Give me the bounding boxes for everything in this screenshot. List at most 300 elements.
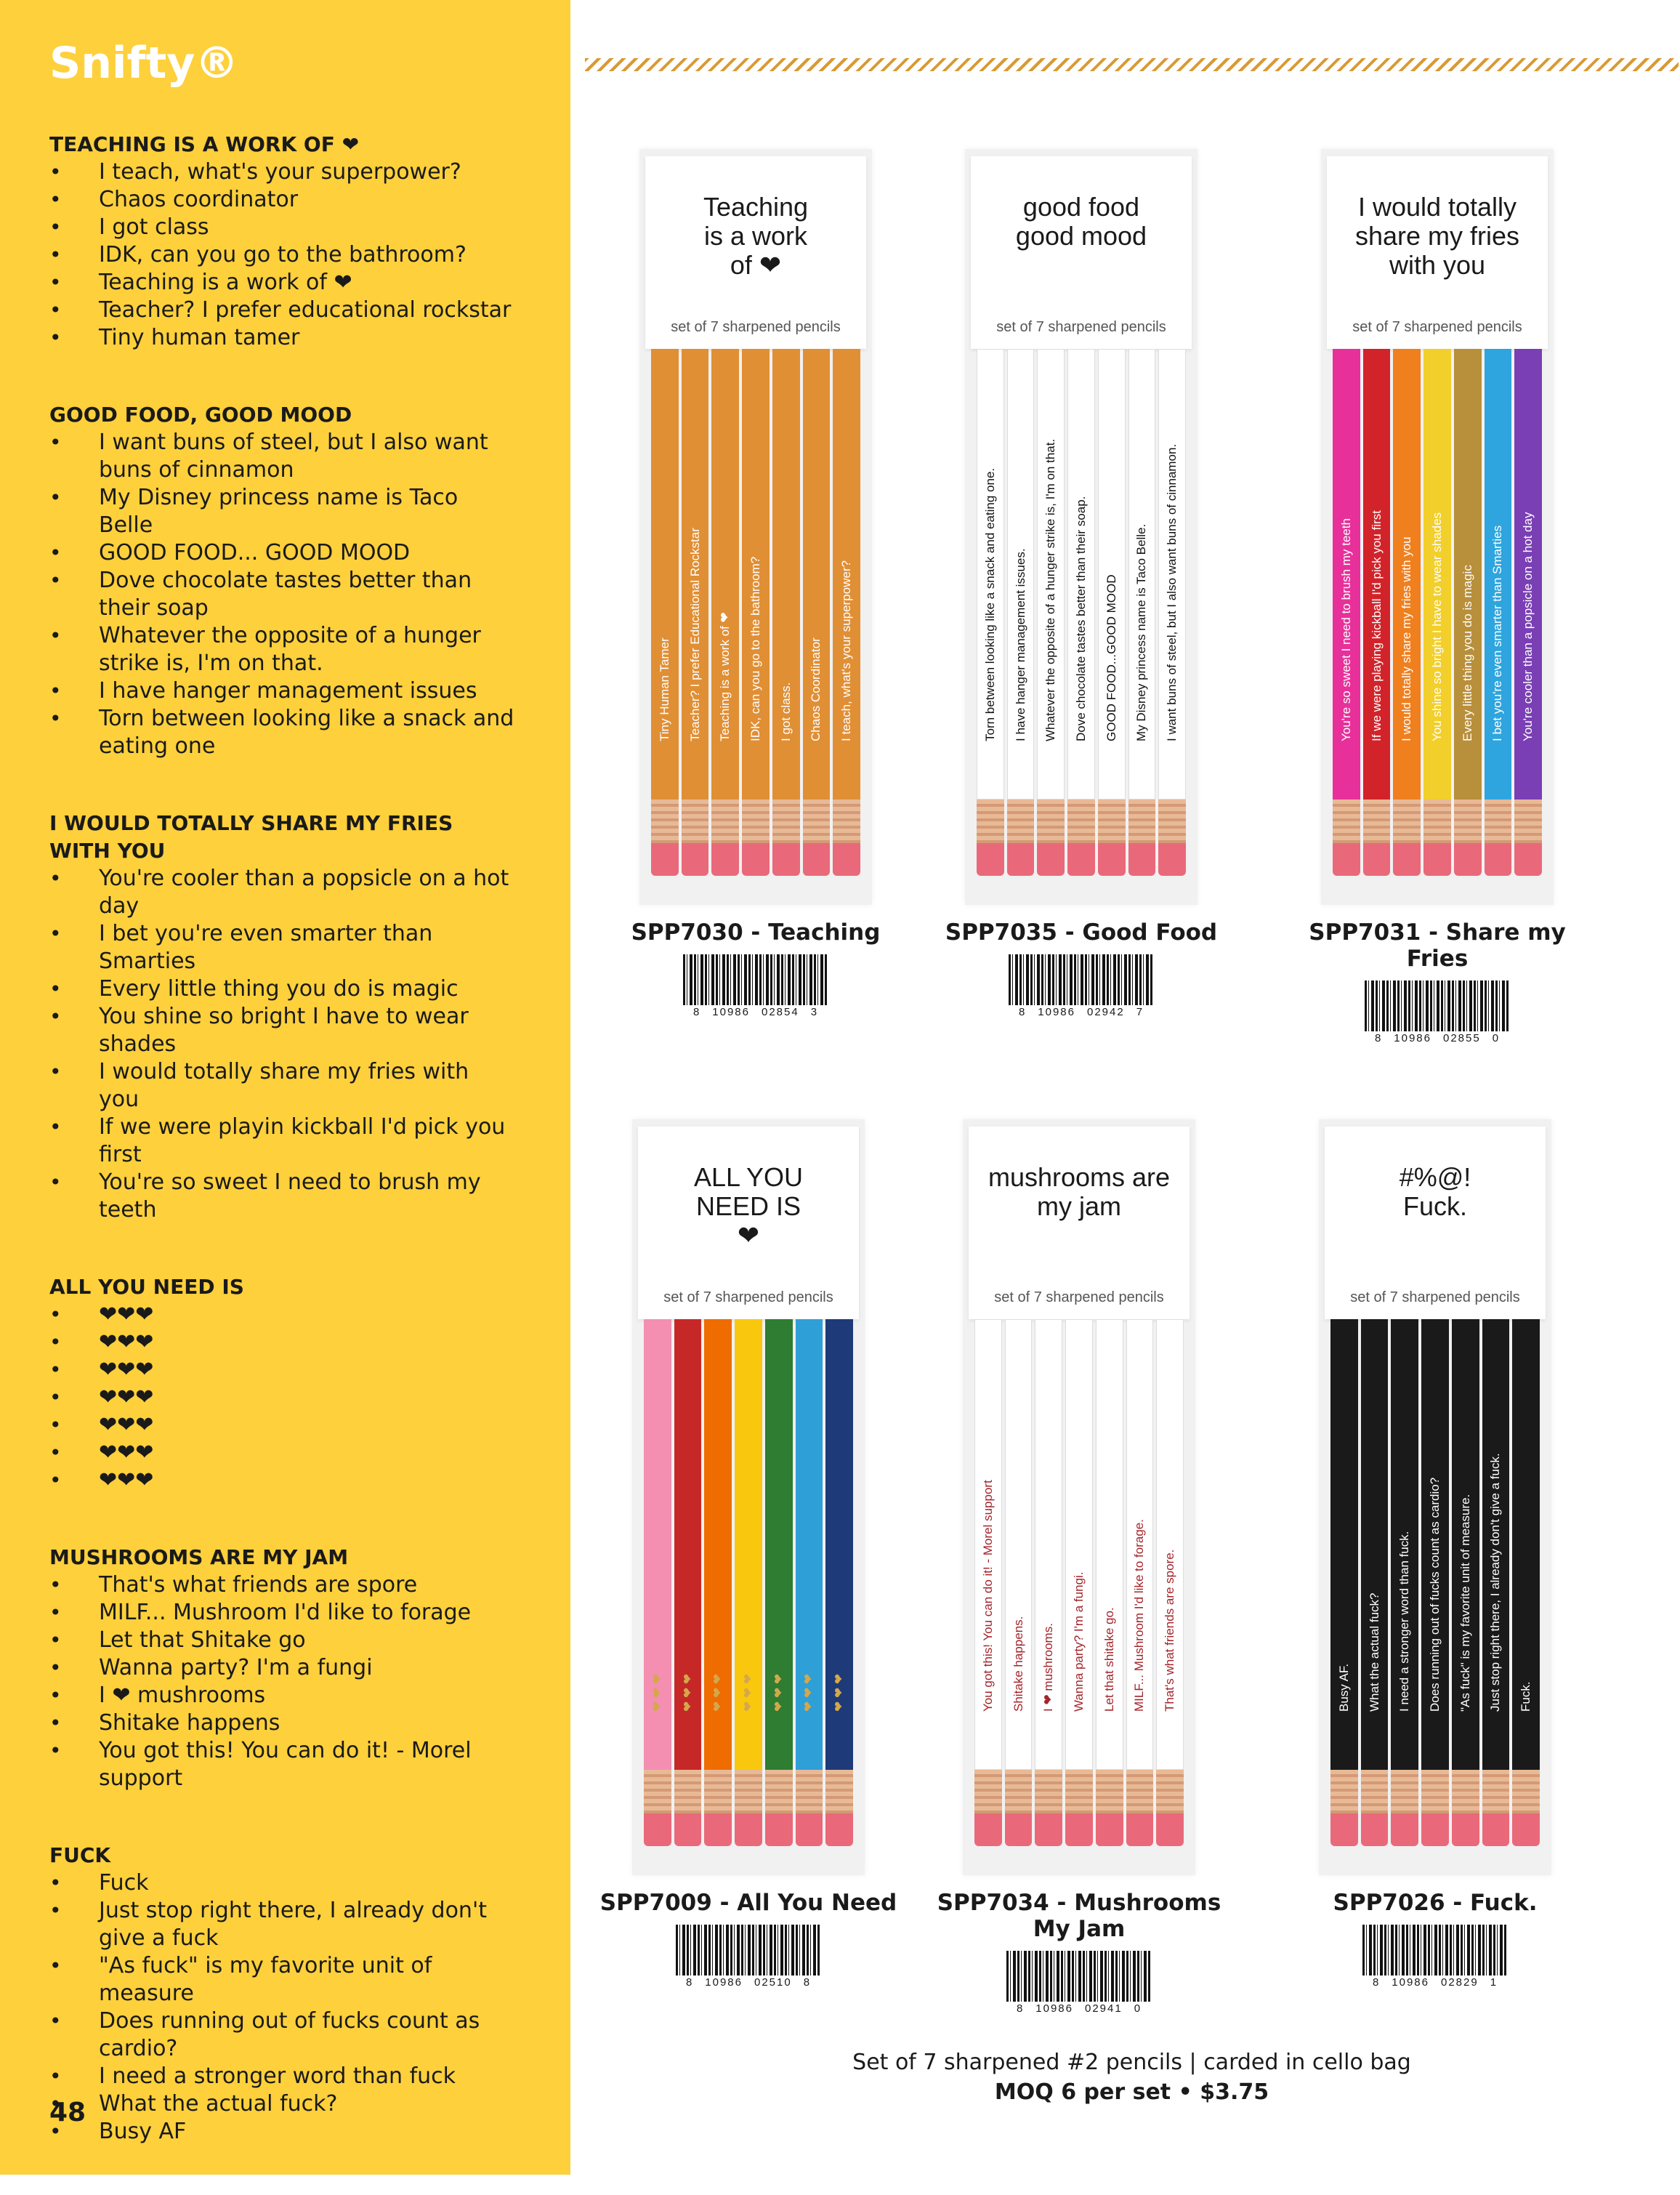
pencil-body	[1096, 1319, 1123, 1770]
pencil-phrase: ❤ ❤ ❤	[771, 1673, 786, 1712]
pencil	[644, 1319, 671, 1853]
header-card	[638, 1127, 859, 1319]
pencil-body	[1363, 349, 1391, 800]
barcode-digit-group: 10986	[1394, 1032, 1431, 1044]
barcode-digit-group: 02510	[754, 1976, 792, 1989]
barcode-digit-group: 02829	[1441, 1976, 1479, 1989]
barcode-digit-group: 0	[1492, 1032, 1501, 1044]
pencil-ferrule	[1007, 800, 1035, 843]
pencil-body	[1423, 349, 1451, 800]
pencil-row	[650, 349, 862, 883]
pencil-phrase: I teach, what's your superpower?	[839, 560, 854, 741]
pencil-eraser	[1096, 1813, 1123, 1846]
phrase-item: • I bet you're even smarter than Smarties	[49, 920, 514, 975]
pencil-body	[1421, 1319, 1449, 1770]
hatch-divider	[585, 58, 1679, 71]
phrase-item: • Let that Shitake go	[49, 1627, 514, 1654]
brand-logo: Snifty®	[49, 38, 239, 89]
pencil-eraser	[1391, 1813, 1418, 1846]
section	[49, 131, 514, 352]
phrase-sections	[49, 131, 514, 2195]
phrase-list	[49, 865, 514, 1224]
pencil-ferrule	[742, 800, 770, 843]
card-subtitle: set of 7 sharpened pencils	[996, 319, 1166, 335]
pencil-phrase: I have hanger management issues.	[1013, 548, 1027, 741]
phrase-item: • I want buns of steel, but I also want buns of cinnamon	[49, 429, 514, 484]
phrase-item: • What the actual fuck?	[49, 2090, 514, 2118]
pencil-ferrule	[1333, 800, 1360, 843]
footer	[585, 2050, 1679, 2105]
pencil	[825, 1319, 853, 1853]
pencil-body	[735, 1319, 762, 1770]
pencil-body	[1391, 1319, 1418, 1770]
phrase-list	[49, 429, 514, 760]
pencil-phrase: Dove chocolate tastes better than their soap.	[1074, 496, 1089, 741]
phrase-item: • If we were playin kickball I'd pick you first	[49, 1113, 514, 1169]
pencil-body	[765, 1319, 793, 1770]
phrase-item: • I teach, what's your superpower?	[49, 158, 514, 186]
pencil-eraser	[1126, 1813, 1154, 1846]
pencil	[1096, 1319, 1123, 1853]
section	[49, 1842, 514, 2146]
pencil	[1156, 1319, 1184, 1853]
product-title: SPP7035 - Good Food	[945, 919, 1218, 946]
barcode-bars	[1362, 1925, 1508, 1976]
pencil-eraser	[1485, 843, 1512, 876]
pencil-eraser	[704, 1813, 732, 1846]
phrase-item: • I would totally share my fries with you	[49, 1058, 514, 1113]
pencil	[1514, 349, 1542, 883]
section-title: ALL YOU NEED IS	[49, 1275, 244, 1299]
pencil-ferrule	[644, 1770, 671, 1813]
pencil-body	[1454, 349, 1482, 800]
pencil-phrase: ❤ ❤ ❤	[801, 1673, 816, 1712]
pencil-ferrule	[674, 1770, 702, 1813]
phrase-item: • Chaos coordinator	[49, 186, 514, 214]
pencil	[735, 1319, 762, 1853]
pencil	[1393, 349, 1421, 883]
product-title: SPP7009 - All You Need	[599, 1890, 897, 1916]
phrase-item: • Wanna party? I'm a fungi	[49, 1654, 514, 1682]
pencil-body	[833, 349, 860, 800]
pencil-pack-image	[632, 1119, 865, 1875]
pencil-eraser	[796, 1813, 823, 1846]
barcode-bars	[1006, 1951, 1152, 2002]
header-card	[969, 1127, 1190, 1319]
pencil-ferrule	[977, 800, 1004, 843]
pencil-phrase: Teaching is a work of ❤	[718, 612, 732, 741]
pencil-ferrule	[1128, 800, 1156, 843]
card-headline: I would totally share my fries with you	[1354, 192, 1520, 280]
pencil-eraser	[674, 1813, 702, 1846]
pencil-phrase: MILF... Mushroom I'd like to forage.	[1132, 1519, 1147, 1712]
pencil-body	[1065, 1319, 1093, 1770]
barcode-number	[596, 1006, 916, 1018]
header-card	[645, 156, 866, 349]
pencil-eraser	[1393, 843, 1421, 876]
pencil-body	[1485, 349, 1512, 800]
pencil-phrase: ❤ ❤ ❤	[711, 1673, 725, 1712]
product-title: SPP7034 - Mushrooms My Jam	[937, 1890, 1221, 1942]
pencil-eraser	[977, 843, 1004, 876]
pencil-eraser	[742, 843, 770, 876]
pencil-ferrule	[772, 800, 800, 843]
card-headline: good food good mood	[1015, 192, 1147, 251]
pencil-ferrule	[1098, 800, 1126, 843]
pencil	[1128, 349, 1156, 883]
pencil-row	[975, 349, 1187, 883]
pencil-body	[1514, 349, 1542, 800]
barcode-digit-group: 0	[1134, 2002, 1142, 2015]
section-title: I WOULD TOTALLY SHARE MY FRIES WITH YOU	[49, 811, 453, 863]
pencil-phrase: Tiny Human Tamer	[657, 637, 671, 741]
phrase-item: • Torn between looking like a snack and eating one	[49, 705, 514, 760]
pencil-eraser	[765, 1813, 793, 1846]
pencil	[1330, 1319, 1358, 1853]
phrase-item: • Teacher? I prefer educational rockstar	[49, 297, 514, 324]
pencil-body	[704, 1319, 732, 1770]
section-title: MUSHROOMS ARE MY JAM	[49, 1545, 349, 1569]
phrase-list	[49, 1571, 514, 1792]
pencil-ferrule	[1423, 800, 1451, 843]
pencil	[1421, 1319, 1449, 1853]
phrase-item: • Shitake happens	[49, 1709, 514, 1737]
card-subtitle: set of 7 sharpened pencils	[1352, 319, 1522, 335]
phrase-item: • That's what friends are spore	[49, 1571, 514, 1599]
pencil	[1391, 1319, 1418, 1853]
pencil-phrase: You're so sweet I need to brush my teeth	[1338, 518, 1353, 741]
barcode-digit-group: 02942	[1087, 1006, 1125, 1018]
pencil-eraser	[833, 843, 860, 876]
barcode-digit-group: 8	[1016, 2002, 1025, 2015]
pencil-ferrule	[1452, 1770, 1479, 1813]
pencil	[1452, 1319, 1479, 1853]
barcode-digit-group: 10986	[712, 1006, 750, 1018]
pencil-eraser	[644, 1813, 671, 1846]
pencil-eraser	[1361, 1813, 1389, 1846]
section-title: TEACHING IS A WORK OF ❤	[49, 132, 360, 156]
pencil-phrase: Shitake happens.	[1011, 1616, 1025, 1712]
pencil-eraser	[1005, 1813, 1033, 1846]
barcode-bars	[676, 1925, 821, 1976]
pencil-phrase: Does running out of fucks count as cardio?	[1428, 1477, 1442, 1712]
pencil-eraser	[1454, 843, 1482, 876]
pencil-eraser	[1098, 843, 1126, 876]
pencil-ferrule	[1363, 800, 1391, 843]
pencil-phrase: Busy AF.	[1336, 1663, 1351, 1712]
barcode-number	[589, 1976, 908, 1989]
pencil	[1005, 1319, 1033, 1853]
card-subtitle: set of 7 sharpened pencils	[994, 1289, 1164, 1305]
pencil-eraser	[1067, 843, 1095, 876]
pencil-eraser	[711, 843, 739, 876]
pencil-ferrule	[1512, 1770, 1540, 1813]
pencil-body	[1007, 349, 1035, 800]
pencil-phrase: Fuck.	[1519, 1681, 1533, 1712]
pencil-eraser	[1007, 843, 1035, 876]
pencil-pack-image	[1319, 1119, 1551, 1875]
pencil-eraser	[974, 1813, 1002, 1846]
pencil-row	[642, 1319, 855, 1853]
pencil-phrase: GOOD FOOD...GOOD MOOD	[1104, 574, 1118, 741]
pencil-body	[1393, 349, 1421, 800]
footer-description: Set of 7 sharpened #2 pencils | carded in cello bag	[852, 2050, 1411, 2075]
pencil-phrase: "As fuck" is my favorite unit of measure.	[1458, 1494, 1472, 1712]
barcode-number	[1277, 1032, 1597, 1044]
pencil-eraser	[1156, 1813, 1184, 1846]
barcode	[919, 1951, 1239, 2015]
pencil-ferrule	[1037, 800, 1065, 843]
barcode-digit-group: 02855	[1443, 1032, 1481, 1044]
phrase-item: • Does running out of fucks count as cardio?	[49, 2007, 514, 2063]
phrase-item: • ❤❤❤	[49, 1356, 514, 1384]
pencil-ferrule	[704, 1770, 732, 1813]
card-headline: #%@! Fuck.	[1399, 1162, 1471, 1221]
pencil-body	[825, 1319, 853, 1770]
pencil-ferrule	[651, 800, 679, 843]
pencil	[833, 349, 860, 883]
pencil-ferrule	[1361, 1770, 1389, 1813]
section-title: GOOD FOOD, GOOD MOOD	[49, 403, 352, 427]
phrase-item: • I have hanger management issues	[49, 677, 514, 705]
pencil-phrase: Just stop right there, I already don't give a fuck.	[1488, 1453, 1503, 1712]
pencil-ferrule	[1514, 800, 1542, 843]
phrase-item: • ❤❤❤	[49, 1439, 514, 1467]
card-subtitle: set of 7 sharpened pencils	[663, 1289, 833, 1305]
pencil	[651, 349, 679, 883]
pencil-body	[1098, 349, 1126, 800]
pencil-eraser	[1035, 1813, 1062, 1846]
pencil	[1423, 349, 1451, 883]
pencil-ferrule	[1005, 1770, 1033, 1813]
pencil-phrase: Let that shitake go.	[1102, 1607, 1116, 1712]
pencil-eraser	[682, 843, 709, 876]
pencil-body	[1128, 349, 1156, 800]
pencil-eraser	[1482, 1813, 1510, 1846]
header-card	[971, 156, 1192, 349]
pencil-phrase: ❤ ❤ ❤	[680, 1673, 695, 1712]
pencil-eraser	[1330, 1813, 1358, 1846]
barcode-digit-group: 10986	[1392, 1976, 1429, 1989]
pencil-pack-image	[1321, 149, 1554, 905]
barcode-digit-group: 3	[810, 1006, 819, 1018]
card-headline: Teaching is a work of ❤	[703, 192, 809, 280]
pencil-eraser	[1514, 843, 1542, 876]
pencil	[974, 1319, 1002, 1853]
pencil-body	[1035, 1319, 1062, 1770]
pencil	[1126, 1319, 1154, 1853]
pencil	[1158, 349, 1186, 883]
pencil	[1067, 349, 1095, 883]
pencil	[1007, 349, 1035, 883]
pencil-ferrule	[1126, 1770, 1154, 1813]
header-card	[1325, 1127, 1546, 1319]
product-card	[919, 1119, 1239, 2015]
phrase-item: • You're so sweet I need to brush my teeth	[49, 1169, 514, 1224]
product-title: SPP7026 - Fuck.	[1333, 1890, 1538, 1916]
pencil-ferrule	[1393, 800, 1421, 843]
phrase-item: • My Disney princess name is Taco Belle	[49, 484, 514, 539]
pencil-ferrule	[711, 800, 739, 843]
pencil	[772, 349, 800, 883]
barcode-bars	[1365, 980, 1510, 1031]
product-card	[596, 149, 916, 1018]
barcode-digit-group: 02941	[1085, 2002, 1123, 2015]
pencil-ferrule	[1156, 1770, 1184, 1813]
pencil-ferrule	[1096, 1770, 1123, 1813]
pencil-body	[651, 349, 679, 800]
pencil-phrase: You got this! You can do it! - Morel support	[980, 1480, 995, 1712]
phrase-list	[49, 1869, 514, 2146]
pencil	[977, 349, 1004, 883]
barcode-digit-group: 1	[1490, 1976, 1498, 1989]
pencil-ferrule	[825, 1770, 853, 1813]
barcode-digit-group: 8	[685, 1976, 694, 1989]
pencil-body	[711, 349, 739, 800]
barcode-digit-group: 8	[803, 1976, 812, 1989]
pencil	[803, 349, 831, 883]
pencil	[682, 349, 709, 883]
pencil-body	[803, 349, 831, 800]
pencil-ferrule	[796, 1770, 823, 1813]
pencil-body	[772, 349, 800, 800]
pencil-phrase: I bet you're even smarter than Smarties	[1490, 525, 1505, 741]
pencil-phrase: Torn between looking like a snack and eating one.	[982, 467, 997, 741]
phrase-item: • I ❤ mushrooms	[49, 1682, 514, 1709]
pencil	[1035, 1319, 1062, 1853]
pencil-eraser	[1512, 1813, 1540, 1846]
product-card	[921, 149, 1241, 1018]
pencil-eraser	[735, 1813, 762, 1846]
product-card	[1277, 149, 1597, 1044]
pencil-pack-image	[639, 149, 872, 905]
barcode-digit-group: 8	[1372, 1976, 1381, 1989]
pencil-phrase: I would totally share my fries with you	[1400, 536, 1414, 741]
pencil-body	[977, 349, 1004, 800]
phrase-item: • ❤❤❤	[49, 1301, 514, 1329]
pencil-ferrule	[1035, 1770, 1062, 1813]
phrase-item: • Teaching is a work of ❤	[49, 269, 514, 297]
barcode-digit-group: 10986	[1038, 1006, 1075, 1018]
phrase-item: • MILF... Mushroom I'd like to forage	[49, 1599, 514, 1627]
pencil	[1037, 349, 1065, 883]
pencil	[796, 1319, 823, 1853]
pencil	[765, 1319, 793, 1853]
phrase-item: • Dove chocolate tastes better than their soap	[49, 567, 514, 622]
pencil-eraser	[1333, 843, 1360, 876]
barcode-digit-group: 10986	[705, 1976, 743, 1989]
card-headline: ALL YOU NEED IS ❤	[693, 1162, 804, 1250]
phrase-item: • Busy AF	[49, 2118, 514, 2146]
section	[49, 1544, 514, 1792]
pencil-row	[1331, 349, 1543, 883]
barcode-digit-group: 8	[1374, 1032, 1383, 1044]
barcode-number	[919, 2002, 1239, 2015]
pencil-body	[1037, 349, 1065, 800]
pencil-row	[973, 1319, 1185, 1853]
barcode	[1275, 1925, 1595, 1989]
pencil-body	[1067, 349, 1095, 800]
pencil-eraser	[1065, 1813, 1093, 1846]
card-subtitle: set of 7 sharpened pencils	[1350, 1289, 1520, 1305]
phrase-item: • You shine so bright I have to wear shades	[49, 1003, 514, 1058]
pencil-ferrule	[1330, 1770, 1358, 1813]
barcode-bars	[683, 954, 828, 1005]
barcode	[596, 954, 916, 1018]
pencil-phrase: If we were playing kickball I'd pick you first	[1369, 510, 1384, 741]
barcode	[589, 1925, 908, 1989]
phrase-item: • Fuck	[49, 1869, 514, 1897]
pencil	[674, 1319, 702, 1853]
pencil-phrase: That's what friends are spore.	[1163, 1549, 1177, 1712]
pencil	[1098, 349, 1126, 883]
pencil-eraser	[1363, 843, 1391, 876]
pencil-body	[1330, 1319, 1358, 1770]
section	[49, 401, 514, 760]
pencil	[1454, 349, 1482, 883]
pencil-body	[1158, 349, 1186, 800]
section-title: FUCK	[49, 1843, 111, 1867]
phrase-item: • ❤❤❤	[49, 1467, 514, 1494]
pencil-phrase: What the actual fuck?	[1367, 1592, 1381, 1712]
pencil-phrase: I want buns of steel, but I also want buns of cinnamon.	[1165, 443, 1179, 741]
pencil-phrase: ❤ ❤ ❤	[741, 1673, 756, 1712]
phrase-item: • IDK, can you go to the bathroom?	[49, 241, 514, 269]
pencil-eraser	[772, 843, 800, 876]
section	[49, 810, 514, 1224]
phrase-item: • ❤❤❤	[49, 1411, 514, 1439]
pencil-ferrule	[1067, 800, 1095, 843]
pencil-body	[796, 1319, 823, 1770]
pencil-ferrule	[803, 800, 831, 843]
pencil-ferrule	[1158, 800, 1186, 843]
pencil-body	[974, 1319, 1002, 1770]
pencil-body	[1333, 349, 1360, 800]
pencil	[1333, 349, 1360, 883]
pencil-body	[742, 349, 770, 800]
phrase-item: • You got this! You can do it! - Morel support	[49, 1737, 514, 1792]
pencil-ferrule	[1065, 1770, 1093, 1813]
barcode	[921, 954, 1241, 1018]
product-title: SPP7030 - Teaching	[631, 919, 881, 946]
page-number: 48	[49, 2098, 86, 2127]
pencil-eraser	[1128, 843, 1156, 876]
pencil-eraser	[1037, 843, 1065, 876]
pencil-eraser	[825, 1813, 853, 1846]
phrase-item: • You're cooler than a popsicle on a hot day	[49, 865, 514, 920]
pencil-eraser	[803, 843, 831, 876]
phrase-item: • ❤❤❤	[49, 1329, 514, 1356]
pencil-eraser	[1452, 1813, 1479, 1846]
pencil-phrase: Chaos Coordinator	[809, 637, 823, 741]
pencil	[1363, 349, 1391, 883]
pencil-ferrule	[765, 1770, 793, 1813]
pencil	[742, 349, 770, 883]
phrase-item: • Tiny human tamer	[49, 324, 514, 352]
barcode-bars	[1009, 954, 1154, 1005]
pencil-ferrule	[974, 1770, 1002, 1813]
phrase-item: • GOOD FOOD... GOOD MOOD	[49, 539, 514, 567]
pencil-body	[1156, 1319, 1184, 1770]
pencil-phrase: My Disney princess name is Taco Belle.	[1134, 523, 1149, 741]
phrase-item: • Just stop right there, I already don't give a fuck	[49, 1897, 514, 1952]
phrase-list	[49, 158, 514, 352]
pencil-eraser	[1158, 843, 1186, 876]
footer-moq-price: MOQ 6 per set • $3.75	[994, 2079, 1269, 2105]
pencil-phrase: Wanna party? I'm a fungi.	[1072, 1571, 1086, 1712]
phrase-item: • Every little thing you do is magic	[49, 975, 514, 1003]
pencil-phrase: I ❤ mushrooms.	[1041, 1623, 1056, 1712]
